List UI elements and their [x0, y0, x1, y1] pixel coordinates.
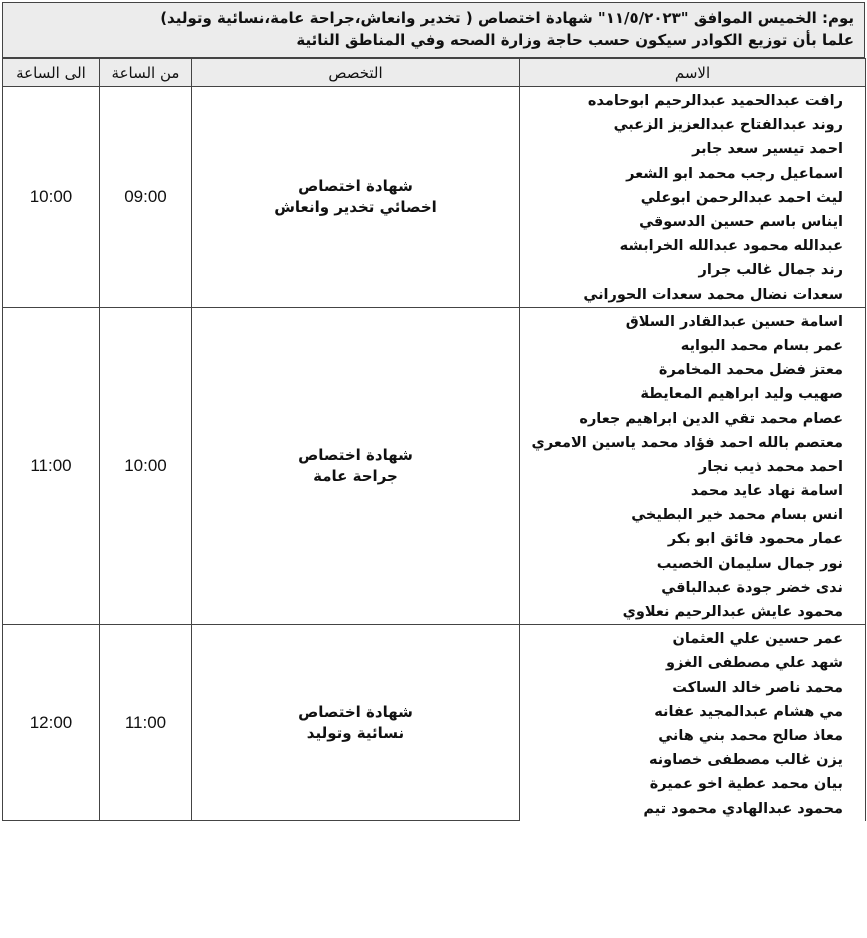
- start-time: 11:00: [100, 625, 192, 821]
- specialty-title: شهادة اختصاص: [298, 702, 413, 721]
- start-time: 10:00: [100, 307, 192, 624]
- person-name: نور جمال سليمان الخصيب: [520, 552, 866, 576]
- person-name: اسامة حسين عبدالقادر السلاق: [520, 307, 866, 334]
- specialty-title: شهادة اختصاص: [298, 176, 413, 195]
- person-name: احمد محمد ذيب نجار: [520, 455, 866, 479]
- person-name: محمود عبدالهادي محمود تيم: [520, 796, 866, 820]
- schedule-page: [2, 2, 865, 821]
- person-name: محمود عايش عبدالرحيم نعلاوي: [520, 600, 866, 625]
- person-name: عمر بسام محمد البوايه: [520, 334, 866, 358]
- person-name: معاذ صالح محمد بني هاني: [520, 724, 866, 748]
- person-name: معتصم بالله احمد فؤاد محمد ياسين الامعري: [520, 431, 866, 455]
- person-name: معتز فضل محمد المخامرة: [520, 358, 866, 382]
- specialty-cell: [192, 87, 520, 308]
- person-name: ندى خضر جودة عبدالباقي: [520, 576, 866, 600]
- person-name: عبدالله محمود عبدالله الخرابشه: [520, 234, 866, 258]
- schedule-header: [2, 2, 865, 58]
- specialty-title: شهادة اختصاص: [298, 445, 413, 464]
- start-time: 09:00: [100, 87, 192, 308]
- person-name: محمد ناصر خالد الساكت: [520, 676, 866, 700]
- person-name: ايناس باسم حسين الدسوقي: [520, 210, 866, 234]
- table-row: [3, 625, 866, 652]
- person-name: سعدات نضال محمد سعدات الحوراني: [520, 283, 866, 308]
- person-name: روند عبدالفتاح عبدالعزيز الزعبي: [520, 113, 866, 137]
- table-body: [3, 87, 866, 821]
- person-name: انس بسام محمد خير البطيخي: [520, 503, 866, 527]
- end-time: 10:00: [3, 87, 100, 308]
- header-line-2: علما بأن توزيع الكوادر سيكون حسب حاجة وزارة الصحه وفي المناطق النائية: [296, 31, 854, 49]
- person-name: يزن غالب مصطفى خصاونه: [520, 748, 866, 772]
- specialty-cell: [192, 307, 520, 624]
- schedule-table: [2, 58, 866, 821]
- table-row: [3, 87, 866, 114]
- person-name: اسماعيل رجب محمد ابو الشعر: [520, 162, 866, 186]
- person-name: رافت عبدالحميد عبدالرحيم ابوحامده: [520, 87, 866, 114]
- person-name: عمار محمود فائق ابو بكر: [520, 527, 866, 551]
- specialty-cell: [192, 625, 520, 821]
- person-name: احمد تيسير سعد جابر: [520, 137, 866, 161]
- column-header-name: الاسم: [520, 59, 866, 87]
- person-name: صهيب وليد ابراهيم المعايطة: [520, 382, 866, 406]
- person-name: عصام محمد تقي الدين ابراهيم جعاره: [520, 406, 866, 430]
- person-name: ليث احمد عبدالرحمن ابوعلي: [520, 186, 866, 210]
- person-name: اسامة نهاد عايد محمد: [520, 479, 866, 503]
- end-time: 12:00: [3, 625, 100, 821]
- person-name: رند جمال غالب جرار: [520, 258, 866, 282]
- table-row: [3, 307, 866, 334]
- column-header-to: الى الساعة: [3, 59, 100, 87]
- specialty-name: جراحة عامة: [313, 466, 398, 485]
- header-line-1: يوم: الخميس الموافق "١١/٥/٢٠٢٣" شهادة اختصاص ( تخدير وانعاش،جراحة عامة،نسائية وتوليد): [160, 9, 854, 27]
- specialty-name: نسائية وتوليد: [306, 723, 405, 742]
- person-name: مي هشام عبدالمجيد عفانه: [520, 700, 866, 724]
- person-name: عمر حسين علي العثمان: [520, 625, 866, 652]
- end-time: 11:00: [3, 307, 100, 624]
- table-header-row: [3, 59, 866, 87]
- column-header-specialty: التخصص: [192, 59, 520, 87]
- person-name: شهد علي مصطفى الغزو: [520, 651, 866, 675]
- specialty-name: اخصائي تخدير وانعاش: [274, 197, 437, 216]
- person-name: بيان محمد عطية اخو عميرة: [520, 772, 866, 796]
- column-header-from: من الساعة: [100, 59, 192, 87]
